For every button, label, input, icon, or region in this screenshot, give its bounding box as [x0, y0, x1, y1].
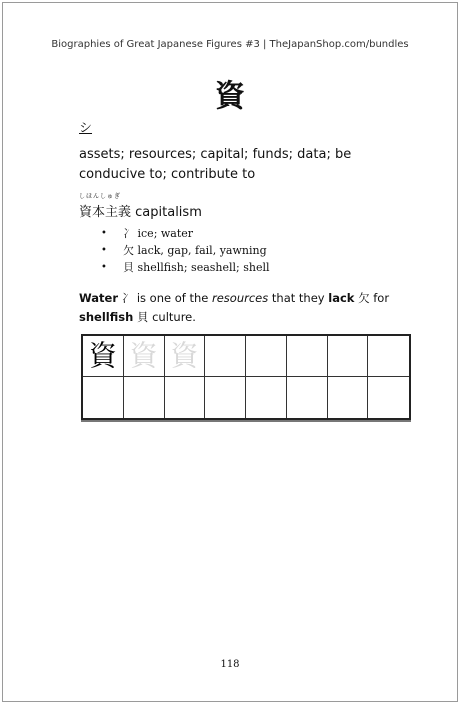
mnemonic-glyph: 貝 [136, 310, 149, 324]
component-item [101, 225, 270, 242]
component-list [101, 225, 270, 276]
practice-cell [165, 377, 206, 418]
mnemonic-text: is one of the [136, 291, 209, 305]
kanji-meaning: assets; resources; capital; funds; data; be conducive to; contribute to [79, 147, 352, 182]
mnemonic-text: culture. [152, 310, 196, 324]
mnemonic-keyword: shellfish [79, 310, 134, 324]
kanji-character: 資 [215, 79, 245, 114]
mnemonic-glyph: 冫 [121, 291, 134, 305]
page-number: 118 [220, 659, 240, 670]
document-page [2, 2, 458, 702]
mnemonic-glyph: 欠 [358, 291, 370, 305]
component-meaning: shellfish; seashell; shell [137, 261, 270, 274]
mnemonic-keyword: lack [328, 291, 355, 305]
page-header: Biographies of Great Japanese Figures #3 | TheJapanShop.com/bundles [51, 39, 409, 50]
practice-cell: 資 [83, 336, 124, 377]
practice-cell: 資 [165, 336, 206, 377]
practice-grid [81, 334, 411, 420]
practice-cell [368, 336, 409, 377]
compound-example [79, 191, 202, 220]
practice-cell [246, 336, 287, 377]
mnemonic-keyword: resources [212, 291, 269, 305]
practice-cell [246, 377, 287, 418]
practice-cell [328, 336, 369, 377]
practice-cell [83, 377, 124, 418]
bullet-icon: • [101, 228, 107, 239]
component-item [101, 242, 270, 259]
component-item [101, 259, 270, 276]
practice-cell [368, 377, 409, 418]
component-glyph: 冫 [123, 227, 134, 240]
kanji-reading: シ [79, 121, 93, 136]
mnemonic-keyword: Water [79, 291, 119, 305]
practice-cell [124, 377, 165, 418]
bullet-icon: • [101, 262, 107, 273]
practice-cell [287, 336, 328, 377]
bullet-icon: • [101, 245, 107, 256]
compound-meaning: capitalism [135, 205, 202, 220]
component-meaning: lack, gap, fail, yawning [137, 244, 267, 257]
compound-word: 資本主義 [79, 205, 132, 220]
practice-cell [205, 336, 246, 377]
mnemonic-text: that they [271, 291, 325, 305]
component-glyph: 貝 [123, 261, 134, 274]
compound-furigana: しほんしゅぎ [79, 193, 122, 200]
mnemonic-sentence [79, 289, 409, 327]
practice-cell [205, 377, 246, 418]
component-glyph: 欠 [123, 244, 134, 257]
practice-cell [287, 377, 328, 418]
component-meaning: ice; water [137, 227, 194, 240]
practice-cell: 資 [124, 336, 165, 377]
mnemonic-text: for [373, 291, 390, 305]
practice-cell [328, 377, 369, 418]
